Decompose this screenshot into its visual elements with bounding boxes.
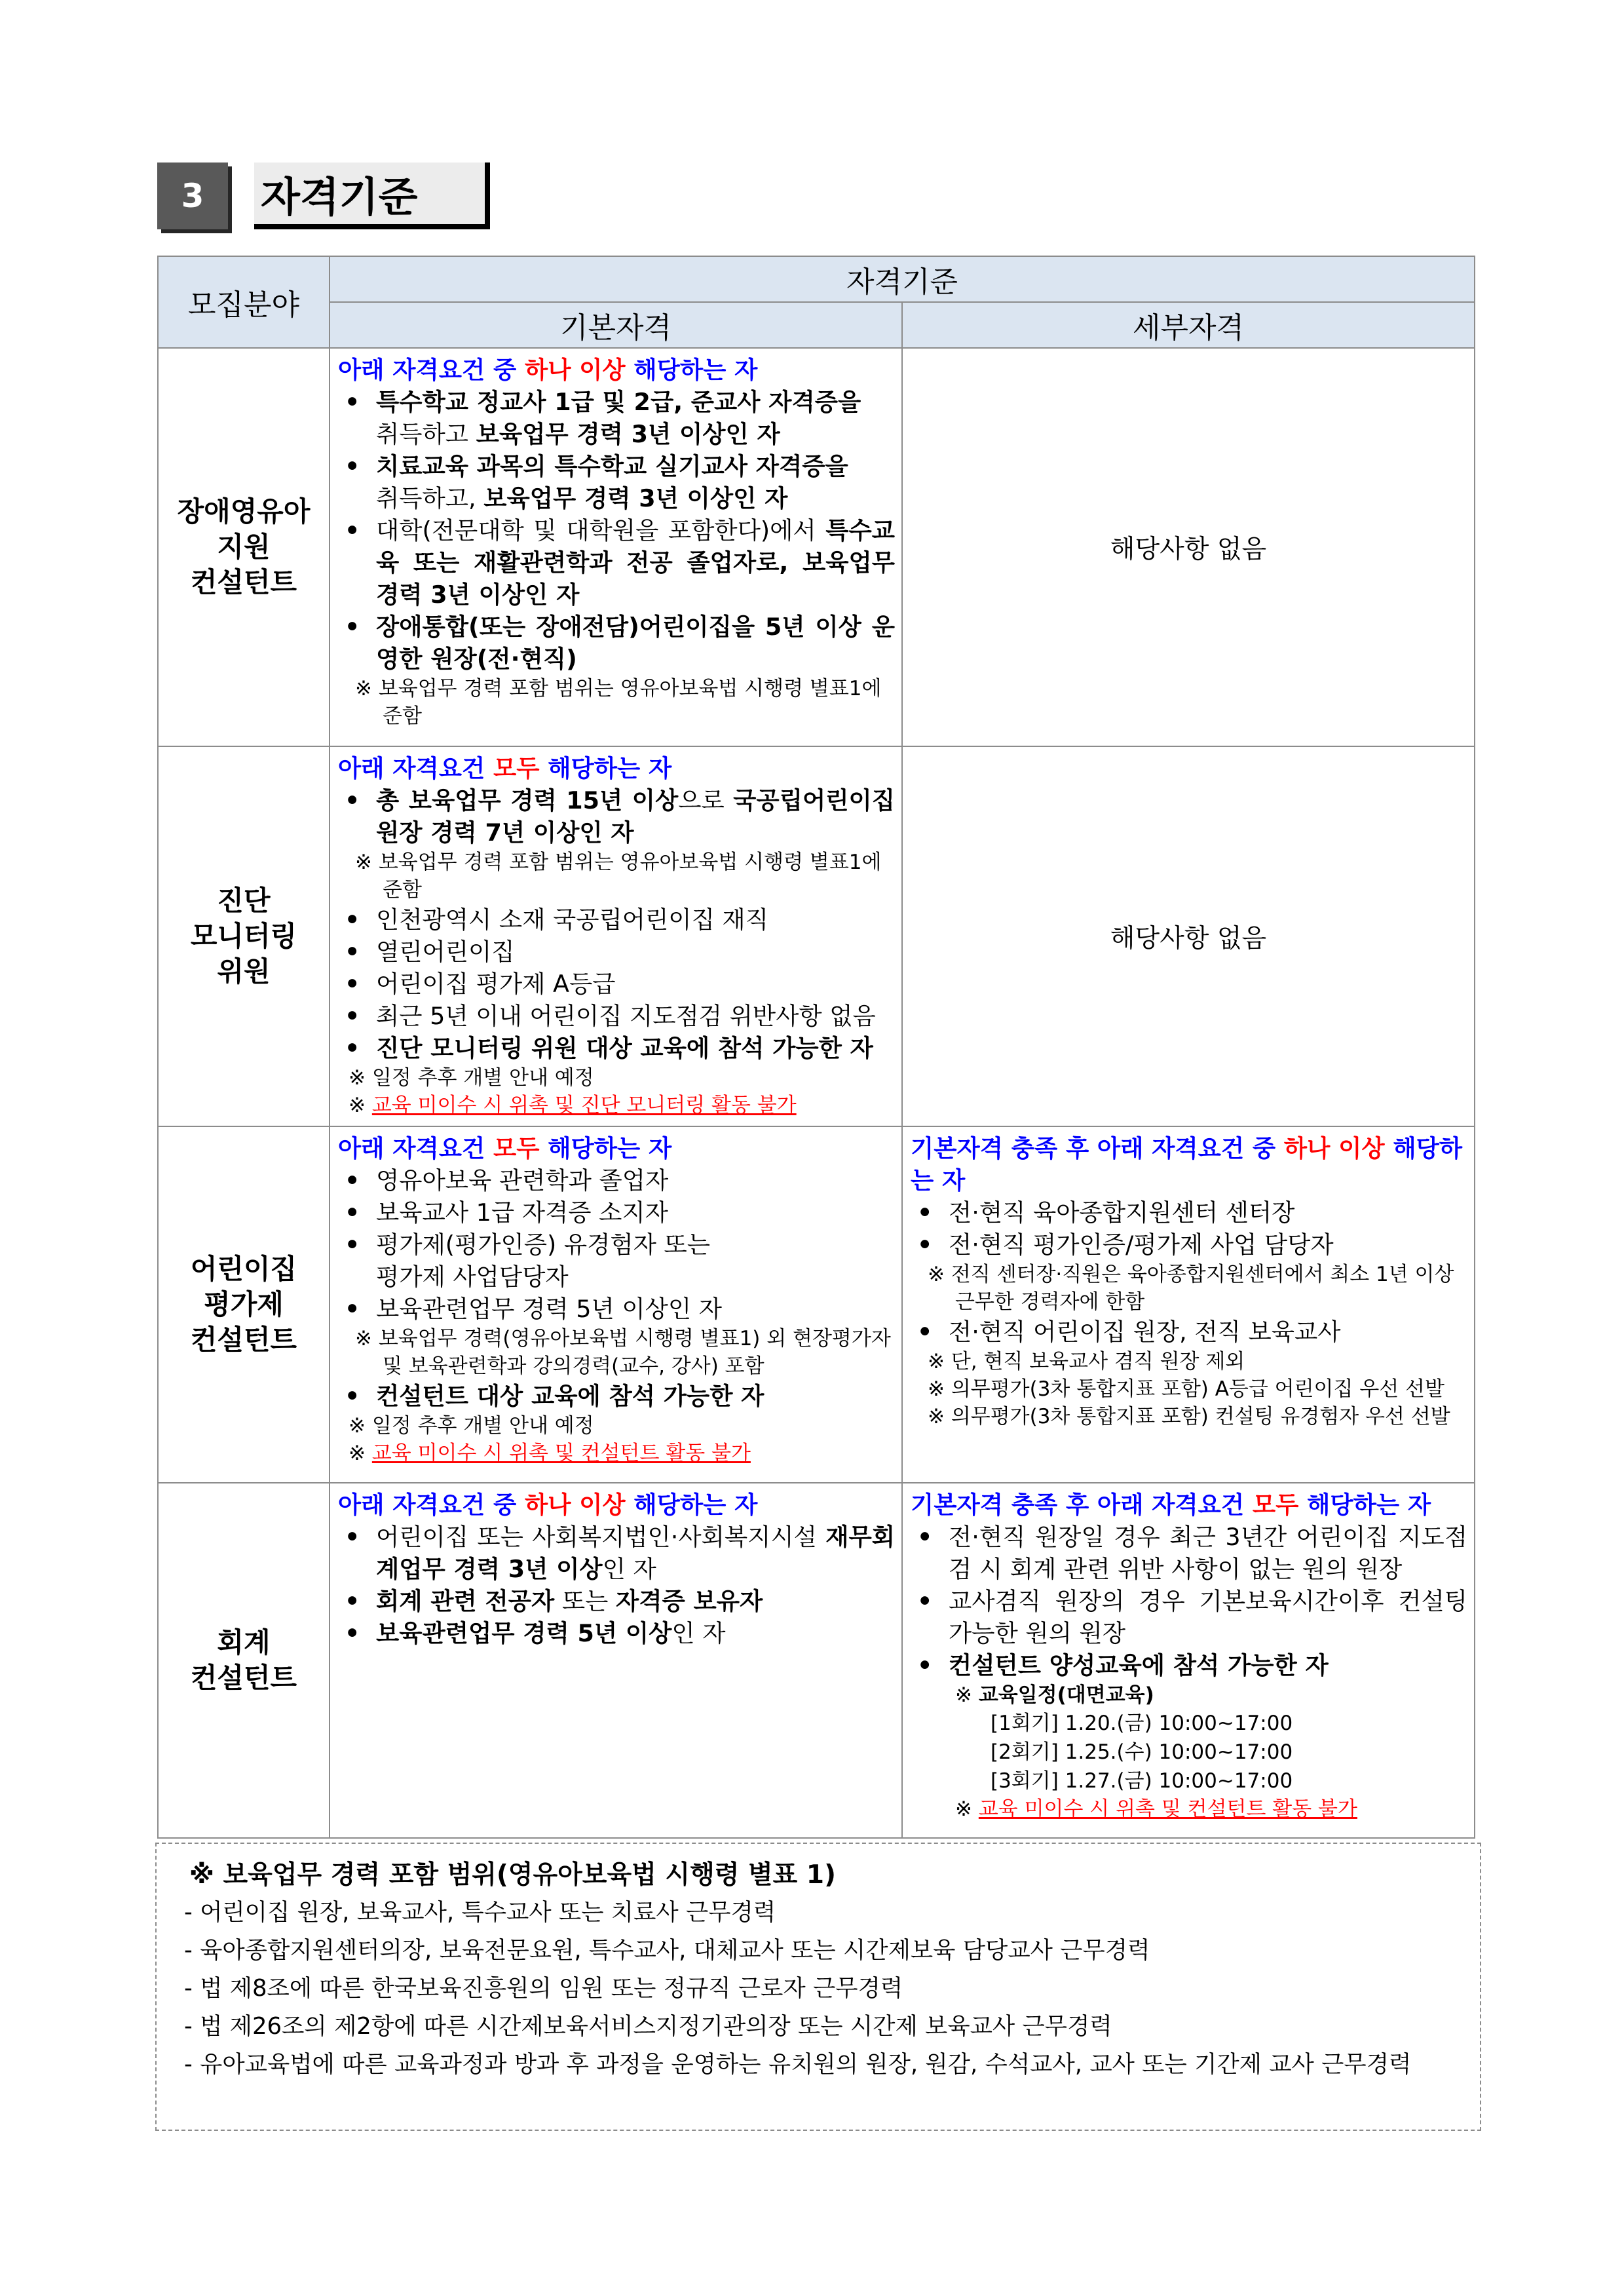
section-title: 자격기준 <box>254 163 490 229</box>
list-item: • 전·현직 원장일 경우 최근 3년간 어린이집 지도점검 시 회계 관련 위반 사항이 없는 원의 원장 <box>911 1521 1467 1585</box>
field-text: 진단 모니터링 위원 <box>190 885 297 987</box>
item-text: 대학(전문대학 및 대학원을 포함한다)에서 <box>376 516 826 545</box>
item-bold: 국공립어린이집 원장 경력 7년 이상인 자 <box>376 786 895 847</box>
list-item <box>338 1521 895 1585</box>
list-item: • 전·현직 어린이집 원장, 전직 보육교사 <box>911 1316 1467 1348</box>
schedule-title <box>911 1681 1467 1709</box>
footnote-title: ※ 보육업무 경력 포함 범위(영유아보육법 시행령 별표 1) <box>189 1860 836 1890</box>
detail-cell: 해당사항 없음 <box>902 746 1475 1126</box>
lead-text-end: 해당하는 자 <box>911 1134 1463 1195</box>
lead-text: 기본자격 충족 후 아래 자격요건 <box>911 1491 1253 1519</box>
lead-text-end: 해당하는 자 <box>1298 1491 1431 1519</box>
detail-cell <box>902 1483 1475 1838</box>
item-bold: 재무회계업무 경력 3년 이상 <box>376 1523 895 1583</box>
field-label <box>158 1126 330 1483</box>
note: ※ 보육업무 경력 포함 범위는 영유아보육법 시행령 별표1에 준함 <box>355 677 882 728</box>
lead-highlight: 하나 이상 <box>524 356 626 384</box>
detail-cell <box>902 1126 1475 1483</box>
lead-text: 아래 자격요건 중 <box>338 1491 525 1519</box>
footnote-item: - 어린이집 원장, 보육교사, 특수교사 또는 치료사 근무경력 <box>184 1899 776 1926</box>
lead-highlight: 모두 <box>493 754 540 782</box>
item-text: 어린이집 또는 사회복지법인·사회복지시설 <box>376 1523 826 1551</box>
footnote-item: - 법 제8조에 따른 한국보육진흥원의 임원 또는 정규직 근로자 근무경력 <box>184 1975 903 2002</box>
header-qualification: 자격기준 <box>330 256 1475 302</box>
list-item <box>338 450 895 514</box>
list-item: • 열린어린이집 <box>338 936 895 968</box>
note-warning <box>338 1092 895 1119</box>
table-row <box>158 746 1475 1126</box>
note: ※ 단, 현직 보육교사 겸직 원장 제외 <box>928 1350 1245 1373</box>
item-bold: 총 보육업무 경력 15년 이상 <box>376 786 679 814</box>
list-item <box>338 514 895 611</box>
list-item: • 영유아보육 관련학과 졸업자 <box>338 1164 895 1196</box>
item-bold: 보육업무 경력 3년 이상인 자 <box>483 484 788 512</box>
basic-cell <box>330 1483 902 1838</box>
basic-cell <box>330 746 902 1126</box>
requirement-lead <box>338 354 895 386</box>
note: ※ 보육업무 경력 포함 범위는 영유아보육법 시행령 별표1에 준함 <box>355 851 882 902</box>
note-mark: ※ <box>955 1683 979 1707</box>
footnote-item: - 유아교육법에 따른 교육과정과 방과 후 과정을 운영하는 유치원의 원장, 원감, 수석교사, 교사 또는 기간제 교사 근무경력 <box>184 2051 1412 2078</box>
field-label <box>158 746 330 1126</box>
list-item: • 컨설턴트 양성교육에 참석 가능한 자 <box>911 1649 1467 1681</box>
table-row <box>158 1483 1475 1838</box>
lead-highlight: 모두 <box>1252 1491 1299 1519</box>
lead-text-end: 해당하는 자 <box>539 1134 672 1162</box>
footnote-item: - 법 제26조의 제2항에 따른 시간제보육서비스지정기관의장 또는 시간제 보육교사 근무경력 <box>184 2013 1112 2040</box>
list-item: • 평가제(평가인증) 유경험자 또는 평가제 사업담당자 <box>338 1229 895 1293</box>
list-item: • 최근 5년 이내 어린이집 지도점검 위반사항 없음 <box>338 1000 895 1032</box>
field-text: 회계 컨설턴트 <box>190 1626 297 1694</box>
field-label <box>158 348 330 746</box>
note-mark: ※ <box>349 1442 372 1465</box>
item-bold: 자격증 보유자 <box>615 1587 763 1615</box>
requirement-lead <box>338 752 895 784</box>
item-text: 인 자 <box>602 1555 656 1583</box>
table-row <box>158 348 1475 746</box>
requirement-lead <box>911 1489 1467 1521</box>
list-item: • 전·현직 육아종합지원센터 센터장 <box>911 1196 1467 1229</box>
lead-text-end: 해당하는 자 <box>625 356 758 384</box>
note: ※ 일정 추후 개별 안내 예정 <box>349 1066 594 1090</box>
field-label <box>158 1483 330 1838</box>
lead-highlight: 모두 <box>493 1134 540 1162</box>
item-bold: 특수학교 정교사 1급 및 2급, 준교사 자격증을 <box>376 388 861 416</box>
item-text: 인 자 <box>671 1619 726 1647</box>
table-row <box>158 1126 1475 1483</box>
list-item: • 인천광역시 소재 국공립어린이집 재직 <box>338 904 895 936</box>
field-text: 어린이집 평가제 컨설턴트 <box>190 1253 297 1356</box>
detail-cell: 해당사항 없음 <box>902 348 1475 746</box>
footnote-box <box>155 1843 1481 2131</box>
section-number: 3 <box>157 163 228 229</box>
list-item <box>338 784 895 849</box>
list-item: • 교사겸직 원장의 경우 기본보육시간이후 컨설팅 가능한 원의 원장 <box>911 1585 1467 1649</box>
basic-cell <box>330 348 902 746</box>
list-item: • 어린이집 평가제 A등급 <box>338 968 895 1000</box>
field-text: 장애영유아 지원 컨설턴트 <box>177 495 311 598</box>
schedule-item: [2회기] 1.25.(수) 10:00~17:00 <box>991 1740 1293 1764</box>
note: ※ 보육업무 경력(영유아보육법 시행령 별표1) 외 현장평가자 및 보육관련학과 강의경력(교수, 강사) 포함 <box>355 1327 891 1378</box>
item-bold: 회계 관련 전공자 <box>376 1587 555 1615</box>
list-item: • 전·현직 평가인증/평가제 사업 담당자 <box>911 1229 1467 1261</box>
requirement-lead <box>911 1132 1467 1196</box>
item-bold: 보육업무 경력 3년 이상인 자 <box>476 420 780 448</box>
schedule-item: [3회기] 1.27.(금) 10:00~17:00 <box>991 1769 1293 1793</box>
list-item <box>338 1617 895 1649</box>
lead-text: 기본자격 충족 후 아래 자격요건 중 <box>911 1134 1284 1162</box>
item-bold: 치료교육 과목의 특수학교 실기교사 자격증을 <box>376 452 848 480</box>
list-item <box>338 386 895 450</box>
note-warning <box>911 1795 1467 1823</box>
header-basic: 기본자격 <box>330 302 902 348</box>
note-mark: ※ <box>955 1797 979 1821</box>
list-item: • 보육교사 1급 자격증 소지자 <box>338 1196 895 1229</box>
note: ※ 일정 추후 개별 안내 예정 <box>349 1414 594 1438</box>
item-bold: 특수교육 또는 재활관련학과 전공 졸업자로, 보육업무 경력 3년 이상인 자 <box>376 516 895 609</box>
header-field: 모집분야 <box>158 256 330 348</box>
schedule-item: [1회기] 1.20.(금) 10:00~17:00 <box>991 1712 1293 1735</box>
item-bold: 장애통합(또는 장애전담)어린이집을 5년 이상 운영한 원장(전·현직) <box>376 613 895 673</box>
warning-text: 교육 미이수 시 위촉 및 컨설턴트 활동 불가 <box>371 1442 751 1465</box>
note-warning <box>338 1440 895 1467</box>
lead-highlight: 하나 이상 <box>1283 1134 1385 1162</box>
lead-highlight: 하나 이상 <box>524 1491 626 1519</box>
note-mark: ※ <box>349 1094 372 1117</box>
lead-text-end: 해당하는 자 <box>539 754 672 782</box>
list-item: • 보육관련업무 경력 5년 이상인 자 <box>338 1293 895 1325</box>
schedule-heading: 교육일정(대면교육) <box>978 1683 1154 1707</box>
warning-text: 교육 미이수 시 위촉 및 컨설턴트 활동 불가 <box>978 1797 1357 1821</box>
requirement-lead <box>338 1132 895 1164</box>
note: ※ 의무평가(3차 통합지표 포함) A등급 어린이집 우선 선발 <box>928 1377 1445 1401</box>
item-text: 으로 <box>678 786 734 814</box>
list-item <box>338 611 895 675</box>
list-item: • 진단 모니터링 위원 대상 교육에 참석 가능한 자 <box>338 1032 895 1064</box>
lead-text: 아래 자격요건 <box>338 754 493 782</box>
warning-text: 교육 미이수 시 위촉 및 진단 모니터링 활동 불가 <box>371 1094 797 1117</box>
note: ※ 의무평가(3차 통합지표 포함) 컨설팅 유경험자 우선 선발 <box>928 1405 1450 1428</box>
list-item: • 컨설턴트 대상 교육에 참석 가능한 자 <box>338 1380 895 1412</box>
requirement-lead <box>338 1489 895 1521</box>
footnote-item: - 육아종합지원센터의장, 보육전문요원, 특수교사, 대체교사 또는 시간제보육 담당교사 근무경력 <box>184 1937 1150 1964</box>
header-detail: 세부자격 <box>902 302 1475 348</box>
note: ※ 전직 센터장·직원은 육아종합지원센터에서 최소 1년 이상 근무한 경력자에 한함 <box>928 1263 1454 1314</box>
lead-text-end: 해당하는 자 <box>625 1491 758 1519</box>
item-bold: 보육관련업무 경력 5년 이상 <box>376 1619 672 1647</box>
item-text: 취득하고, <box>376 484 484 512</box>
lead-text: 아래 자격요건 <box>338 1134 493 1162</box>
lead-text: 아래 자격요건 중 <box>338 356 525 384</box>
qualification-table <box>157 256 1475 1839</box>
item-text: 취득 <box>376 420 423 448</box>
list-item <box>338 1585 895 1617</box>
item-text: 하고 <box>422 420 476 448</box>
item-text: 또는 <box>554 1587 616 1615</box>
basic-cell <box>330 1126 902 1483</box>
